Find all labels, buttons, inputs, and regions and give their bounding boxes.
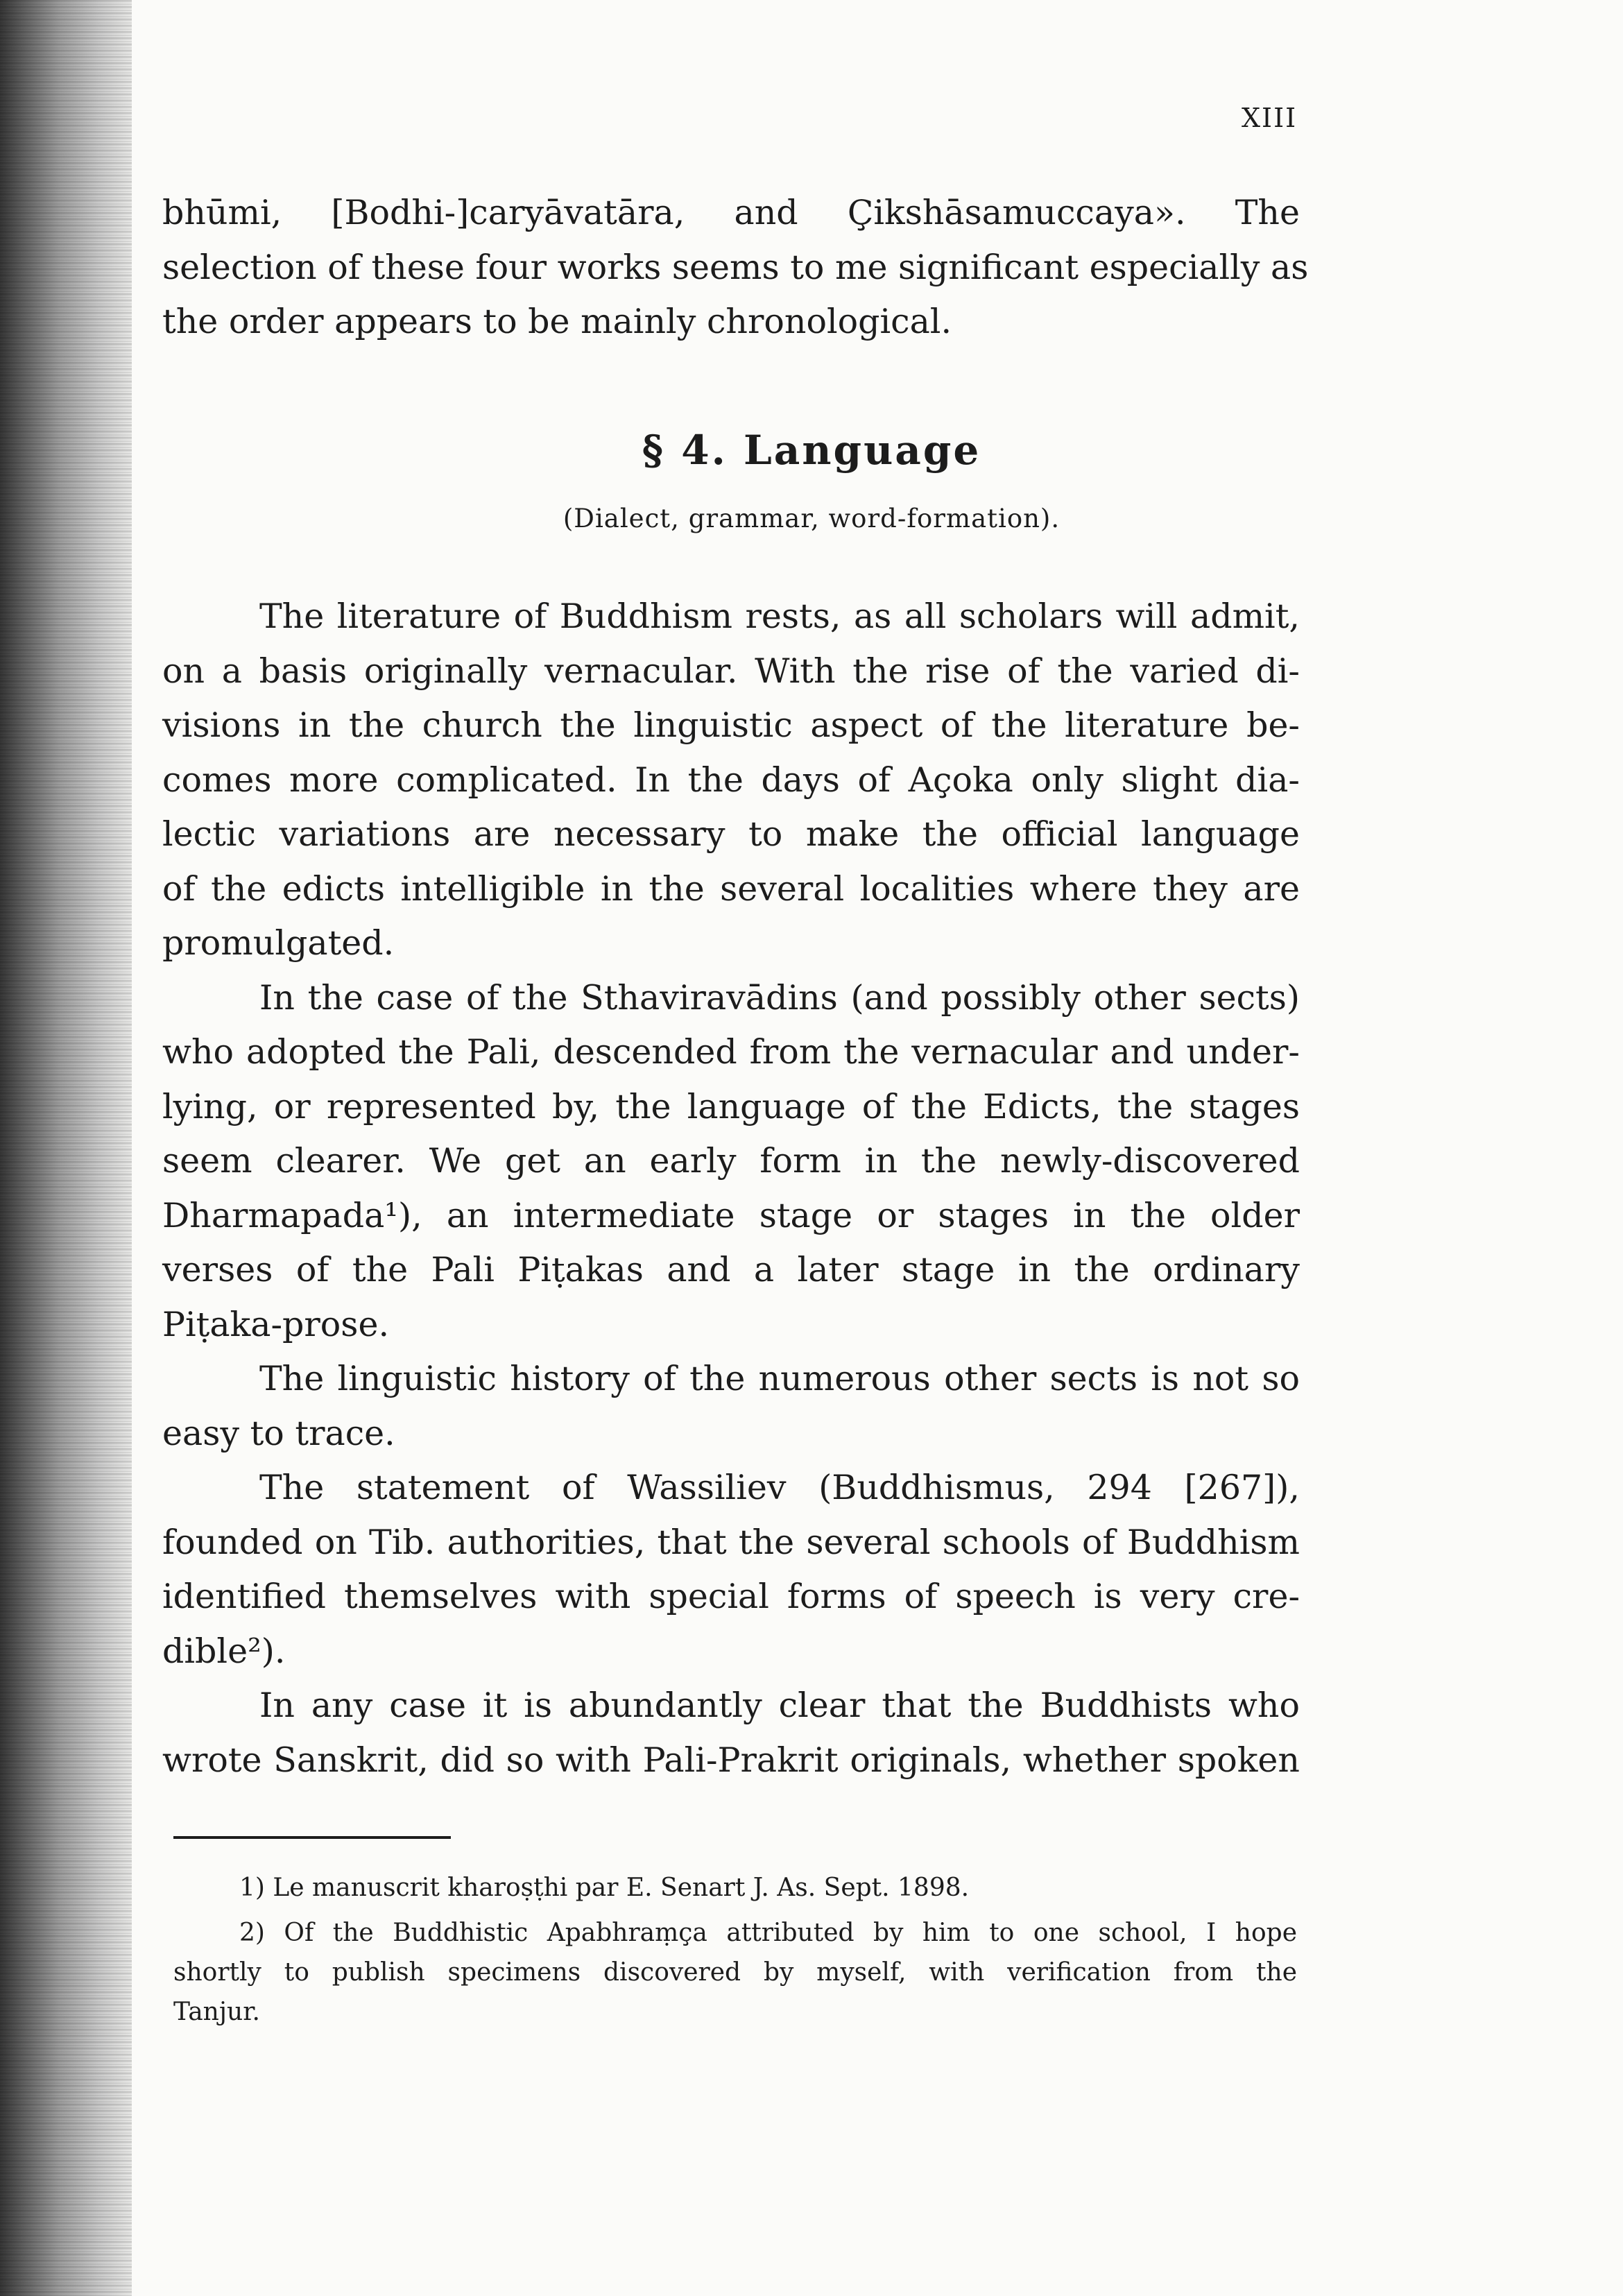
text-line: The linguistic history of the numerous other sects is not so (259, 1359, 1300, 1398)
text-line: selection of these four works seems to me significant especially as (162, 247, 1309, 287)
text-line: dible²). (162, 1631, 286, 1671)
footnote-1 (173, 1868, 1297, 1908)
text-line: lying, or represented by, the language of the Edicts, the stages (162, 1086, 1300, 1126)
text-line: easy to trace. (162, 1413, 395, 1453)
text-line: lectic variations are necessary to make the official language (162, 814, 1300, 854)
text-line: seem clearer. We get an early form in the newly-discovered (162, 1141, 1300, 1181)
text-line: The statement of Wassiliev (Buddhismus, 294 [267]), (259, 1468, 1300, 1507)
body-text (162, 590, 1300, 1788)
text-line: identified themselves with special forms of speech is very cre- (162, 1577, 1300, 1616)
text-line: founded on Tib. authorities, that the several schools of Buddhism (162, 1522, 1300, 1562)
footnote-line: 2) Of the Buddhistic Apabhraṃça attributed by him to one school, I hope (239, 1919, 1297, 1947)
text-line: In the case of the Sthaviravādins (and possibly other sects) (259, 977, 1300, 1018)
text-line: In any case it is abundantly clear that the Buddhists who (259, 1686, 1300, 1725)
text-line: comes more complicated. In the days of Açoka only slight dia- (162, 760, 1300, 800)
page-number: XIII (1242, 103, 1298, 133)
footnote-divider (173, 1836, 451, 1839)
text-line: The literature of Buddhism rests, as all scholars will admit, (259, 597, 1300, 636)
text-line: who adopted the Pali, descended from the vernacular and under- (162, 1032, 1300, 1072)
text-line: wrote Sanskrit, did so with Pali-Prakrit originals, whether spoken (162, 1740, 1300, 1780)
text-line: of the edicts intelligible in the several localities where they are (162, 868, 1300, 909)
section-subtitle: (Dialect, grammar, word-formation). (563, 504, 1060, 533)
text-line: visions in the church the linguistic aspect of the literature be- (162, 705, 1300, 745)
footnotes (173, 1868, 1297, 2032)
footnote-line: 1) Le manuscrit kharoṣṭhi par E. Senart J. As. Sept. 1898. (239, 1874, 970, 1902)
book-binding-shadow (0, 0, 132, 2296)
text-line: promulgated. (162, 923, 395, 963)
intro-paragraph (162, 186, 1309, 350)
section-title: § 4. Language (642, 427, 981, 474)
footnote-line: shortly to publish specimens discovered by myself, with verification from the (173, 1958, 1297, 1987)
text-line: bhūmi, [Bodhi-]caryāvatāra, and Çikshāsamuccaya». The (162, 193, 1300, 232)
text-line: the order appears to be mainly chronological. (162, 302, 952, 341)
text-line: verses of the Pali Piṭakas and a later stage in the ordinary (162, 1250, 1300, 1290)
footnote-line: Tanjur. (173, 1998, 260, 2026)
text-line: Dharmapada¹), an intermediate stage or stages in the older (162, 1195, 1300, 1235)
footnote-2 (173, 1913, 1297, 2032)
text-line: Piṭaka-prose. (162, 1304, 390, 1344)
text-line: on a basis originally vernacular. With the rise of the varied di- (162, 651, 1300, 691)
